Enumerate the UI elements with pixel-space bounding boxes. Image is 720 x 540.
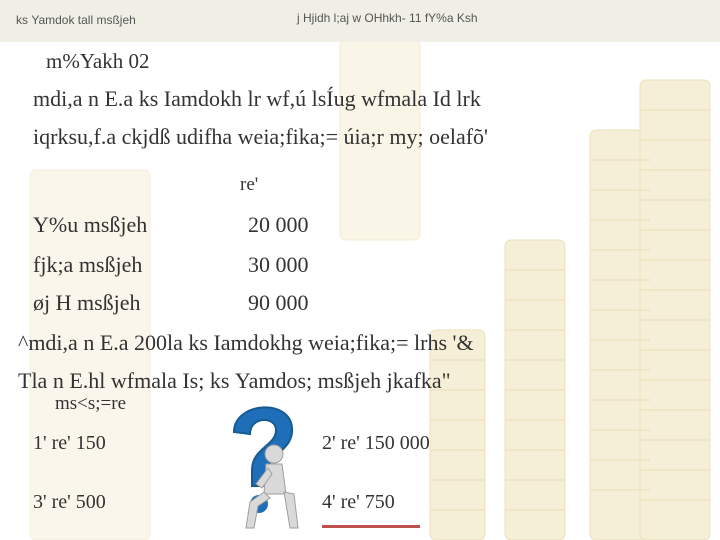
cost-row-value: 20 000 [248,212,309,237]
intro-line-1: mdi,a n E.a ks Iamdokh lr wf,ú lsÍug wfmala Id lrk [33,86,481,111]
cost-row-label: fjk;a msßjeh [33,252,143,277]
answer-option-2[interactable]: 2' re' 150 000 [322,432,430,454]
unit-label: re' [240,174,259,195]
question-line-1: ^mdi,a n E.a 200la ks Iamdokhg weia;fika;= lrhs '& [18,330,474,355]
cost-row-label: Y%u msßjeh [33,212,148,237]
question-line-2: Tla n E.hl wfmala Is; ks Yamdos; msßjeh jkafka" [18,368,451,393]
answer-highlight-underline [322,525,420,528]
header-title: j Hjidh l;aj w OHhkh- 11 fY%a Ksh [297,11,478,25]
question-number: m%Yakh 02 [46,49,150,73]
question-mark-figure-icon [216,394,308,534]
answer-label: ms<s;=re [55,393,127,414]
cost-row-value: 90 000 [248,290,309,315]
cost-row-label: øj H msßjeh [33,290,141,315]
header-band [0,0,720,42]
cost-row-value: 30 000 [248,252,309,277]
header-subject: ks Yamdok tall msßjeh [16,13,136,27]
answer-option-3[interactable]: 3' re' 500 [33,491,106,513]
answer-option-1[interactable]: 1' re' 150 [33,432,106,454]
answer-option-4[interactable]: 4' re' 750 [322,491,395,513]
intro-line-2: iqrksu,f.a ckjdß udifha weia;fika;= úia;r my; oelafõ' [33,124,489,149]
